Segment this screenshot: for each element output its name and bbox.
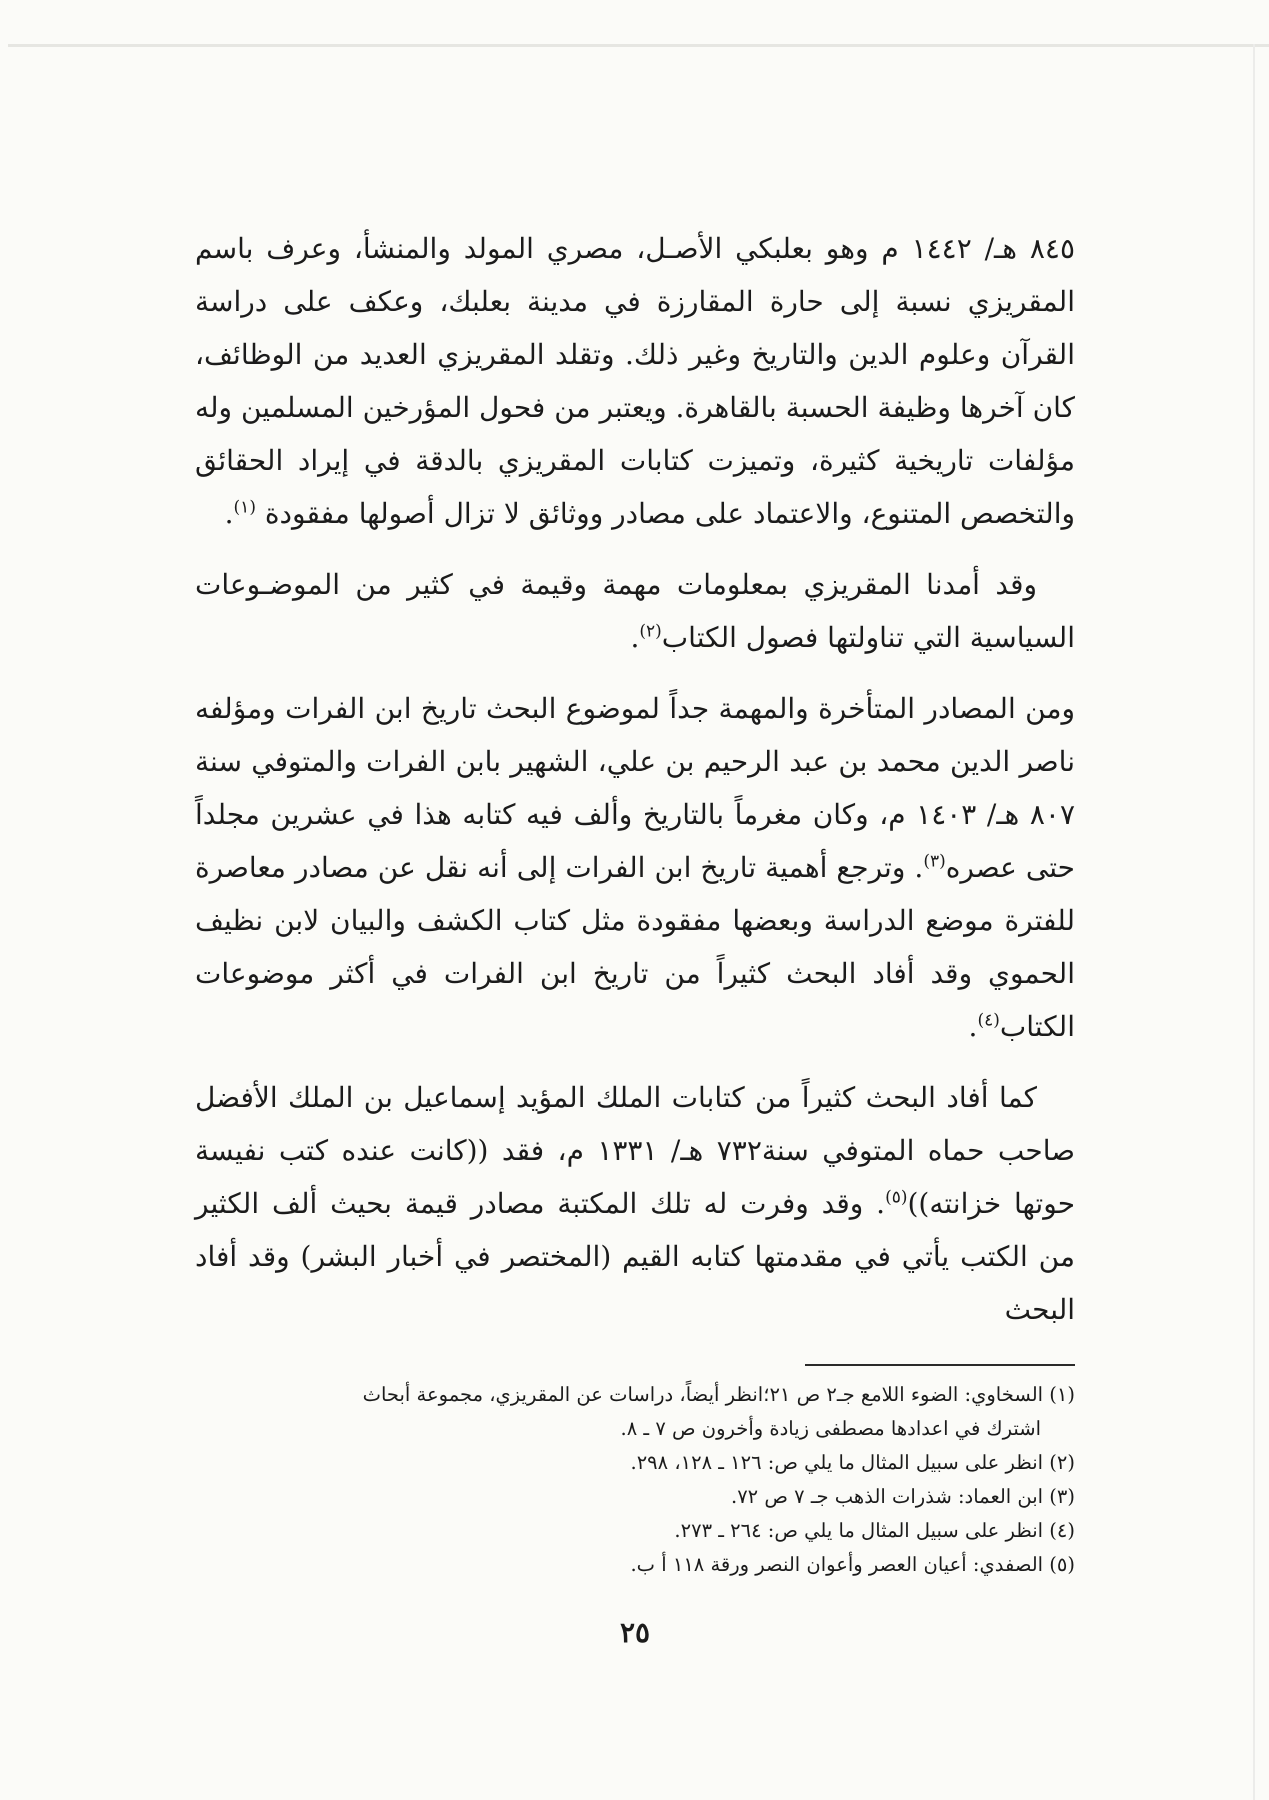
footnote-5: (٥) الصفدي: أعيان العصر وأعوان النصر ورقة ١١٨ أ ب. — [630, 1553, 1075, 1576]
paragraph-4 — [195, 1071, 1075, 1336]
footnote-3: (٣) ابن العماد: شذرات الذهب جـ ٧ ص ٧٢. — [731, 1485, 1075, 1508]
footnote-divider — [805, 1364, 1075, 1366]
footnote-2: (٢) انظر على سبيل المثال ما يلي ص: ١٢٦ ـ ١٢٨، ٢٩٨. — [630, 1451, 1075, 1474]
paragraph-tail-2: . — [968, 1010, 978, 1043]
paragraph-2 — [195, 558, 1075, 664]
footnote-ref-2: (٢) — [639, 621, 662, 642]
document-page — [195, 222, 1075, 1649]
footnote-4: (٤) انظر على سبيل المثال ما يلي ص: ٢٦٤ ـ ٢٧٣. — [674, 1519, 1075, 1542]
footnote-1-continued: اشترك في اعدادها مصطفى زيادة وأخرون ص ٧ ـ ٨. — [620, 1417, 1041, 1440]
body-text — [195, 222, 1075, 1336]
paragraph-tail: . — [630, 621, 640, 654]
paragraph-text: وقد أمدنا المقريزي بمعلومات مهمة وقيمة في كثير من الموضـوعات السياسية التي تناولتها فصول الكتاب — [195, 568, 1075, 654]
footnote-ref-1: (١) — [233, 497, 256, 518]
paragraph-1 — [195, 222, 1075, 540]
paragraph-tail: . — [224, 497, 234, 530]
footnote-ref-3: (٣) — [923, 851, 946, 872]
footnote-ref-4: (٤) — [977, 1010, 1000, 1031]
paragraph-tail: . وترجع أهمية تاريخ ابن الفرات إلى أنه نقل عن مصادر معاصرة للفترة موضع الدراسة وبعضها مفقودة مثل كتاب الكشف والبيان لابن نظيف الحموي وقد أفاد البحث كثيراً من تاريخ ابن الفرات في أكثر موضوعات الكتاب — [195, 851, 1075, 1043]
paragraph-3 — [195, 682, 1075, 1053]
footnotes — [195, 1378, 1075, 1582]
page-edge-right — [1253, 44, 1255, 1800]
paragraph-tail: . وقد وفرت له تلك المكتبة مصادر قيمة بحيث ألف الكثير من الكتب يأتي في مقدمتها كتابه القيم (المختصر في أخبار البشر) وقد أفاد البحث — [195, 1187, 1075, 1326]
footnote-ref-5: (٥) — [885, 1187, 908, 1208]
paragraph-text: ومن المصادر المتأخرة والمهمة جداً لموضوع البحث تاريخ ابن الفرات ومؤلفه ناصر الدين محمد بن عبد الرحيم بن علي، الشهير بابن الفرات والمتوفي سنة ٨٠٧ هـ/ ١٤٠٣ م، وكان مغرماً بالتاريخ وألف فيه كتابه هذا في عشرين مجلداً حتى عصره — [195, 692, 1076, 884]
paragraph-text: كما أفاد البحث كثيراً من كتابات الملك المؤيد إسماعيل بن الملك الأفضل صاحب حماه المتوفي سنة٧٣٢ هـ/ ١٣٣١ م، فقد ((كانت عنده كتب نفيسة حوتها خزانته)) — [195, 1081, 1075, 1220]
footnote-1: (١) السخاوي: الضوء اللامع جـ٢ ص ٢١؛انظر أيضاً، دراسات عن المقريزي، مجموعة أبحاث — [362, 1383, 1075, 1406]
page-number: ٢٥ — [619, 1616, 651, 1649]
paragraph-text: ٨٤٥ هـ/ ١٤٤٢ م وهو بعلبكي الأصـل، مصري المولد والمنشأ، وعرف باسم المقريزي نسبة إلى حارة المقارزة في مدينة بعلبك، وعكف على دراسة القرآن وعلوم الدين والتاريخ وغير ذلك. وتقلد المقريزي العديد من الوظائف، كان آخرها وظيفة الحسبة بالقاهرة. ويعتبر من فحول المؤرخين المسلمين وله مؤلفات تاريخية كثيرة، وتميزت كتابات المقريزي بالدقة في إيراد الحقائق والتخصص المتنوع، والاعتماد على مصادر ووثائق لا تزال أصولها مفقودة — [195, 232, 1075, 530]
page-edge-top — [8, 44, 1269, 47]
